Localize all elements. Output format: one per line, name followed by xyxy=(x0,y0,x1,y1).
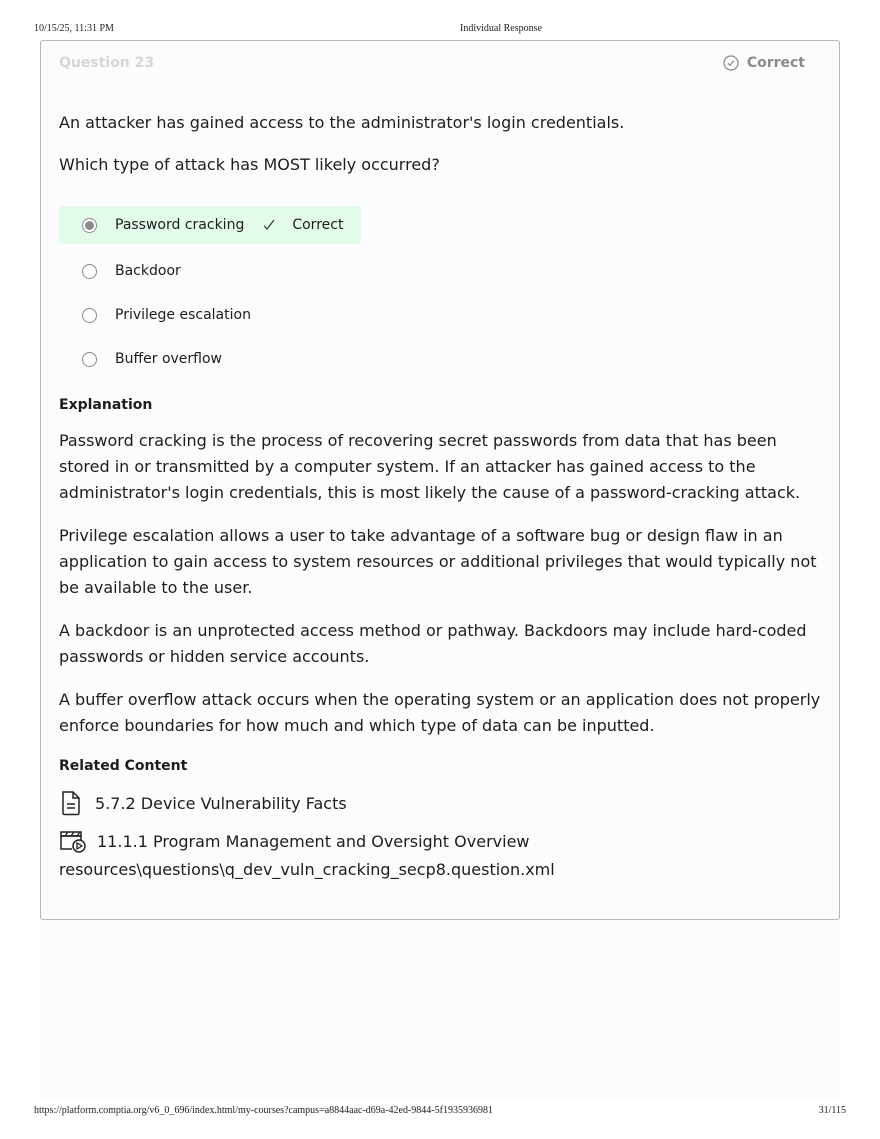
option-label: Backdoor xyxy=(115,263,181,279)
related-content-heading: Related Content xyxy=(59,758,188,774)
question-number: Question 23 xyxy=(59,55,155,71)
radio-button[interactable] xyxy=(82,308,97,323)
option-label: Password cracking xyxy=(115,217,245,233)
related-item-label[interactable]: 11.1.1 Program Management and Oversight Overview xyxy=(97,831,530,851)
question-card xyxy=(40,40,840,920)
radio-selected[interactable] xyxy=(82,218,97,233)
explanation-paragraph: A buffer overflow attack occurs when the operating system or an application does not properly enforce boundaries for how much and which type of data can be inputted. xyxy=(59,690,821,735)
option-password-cracking[interactable] xyxy=(59,206,361,244)
explanation-paragraph: Privilege escalation allows a user to take advantage of a software bug or design flaw in an application to gain access to system resources or additional privileges that would typically not be available to the user. xyxy=(59,526,817,597)
explanation-paragraph: A backdoor is an unprotected access method or pathway. Backdoors may include hard-coded passwords or hidden service accounts. xyxy=(59,621,807,666)
print-url: https://platform.comptia.org/v6_0_696/index.html/my-courses?campus=a8844aac-d69a-42ed-9844-5f1935936981 xyxy=(34,1105,493,1116)
status-label: Correct xyxy=(746,55,805,71)
radio-button[interactable] xyxy=(82,264,97,279)
option-privilege-escalation[interactable] xyxy=(59,296,251,334)
checkmark-icon xyxy=(262,218,276,232)
print-datetime: 10/15/25, 11:31 PM xyxy=(34,23,114,34)
resource-path: resources\questions\q_dev_vuln_cracking_secp8.question.xml xyxy=(59,860,555,879)
status-badge xyxy=(723,55,805,71)
question-stem: An attacker has gained access to the administrator's login credentials. xyxy=(59,113,625,132)
option-feedback: Correct xyxy=(292,217,344,233)
question-prompt: Which type of attack has MOST likely occurred? xyxy=(59,155,440,174)
option-backdoor[interactable] xyxy=(59,252,181,290)
print-page-number: 31/115 xyxy=(818,1105,846,1116)
option-label: Privilege escalation xyxy=(115,307,251,323)
related-item-document[interactable] xyxy=(59,790,347,816)
check-circle-icon xyxy=(723,55,739,71)
radio-button[interactable] xyxy=(82,352,97,367)
related-item-video[interactable] xyxy=(59,829,530,853)
document-icon xyxy=(59,790,83,816)
option-buffer-overflow[interactable] xyxy=(59,340,222,378)
video-icon xyxy=(59,829,89,853)
print-title: Individual Response xyxy=(460,23,542,34)
option-label: Buffer overflow xyxy=(115,351,222,367)
related-item-label[interactable]: 5.7.2 Device Vulnerability Facts xyxy=(95,793,347,813)
explanation-paragraph: Password cracking is the process of recovering secret passwords from data that has been stored in or transmitted by a computer system. If an attacker has gained access to the administrator's login credentials, this is most likely the cause of a password-cracking attack. xyxy=(59,431,801,502)
explanation-heading: Explanation xyxy=(59,397,153,413)
